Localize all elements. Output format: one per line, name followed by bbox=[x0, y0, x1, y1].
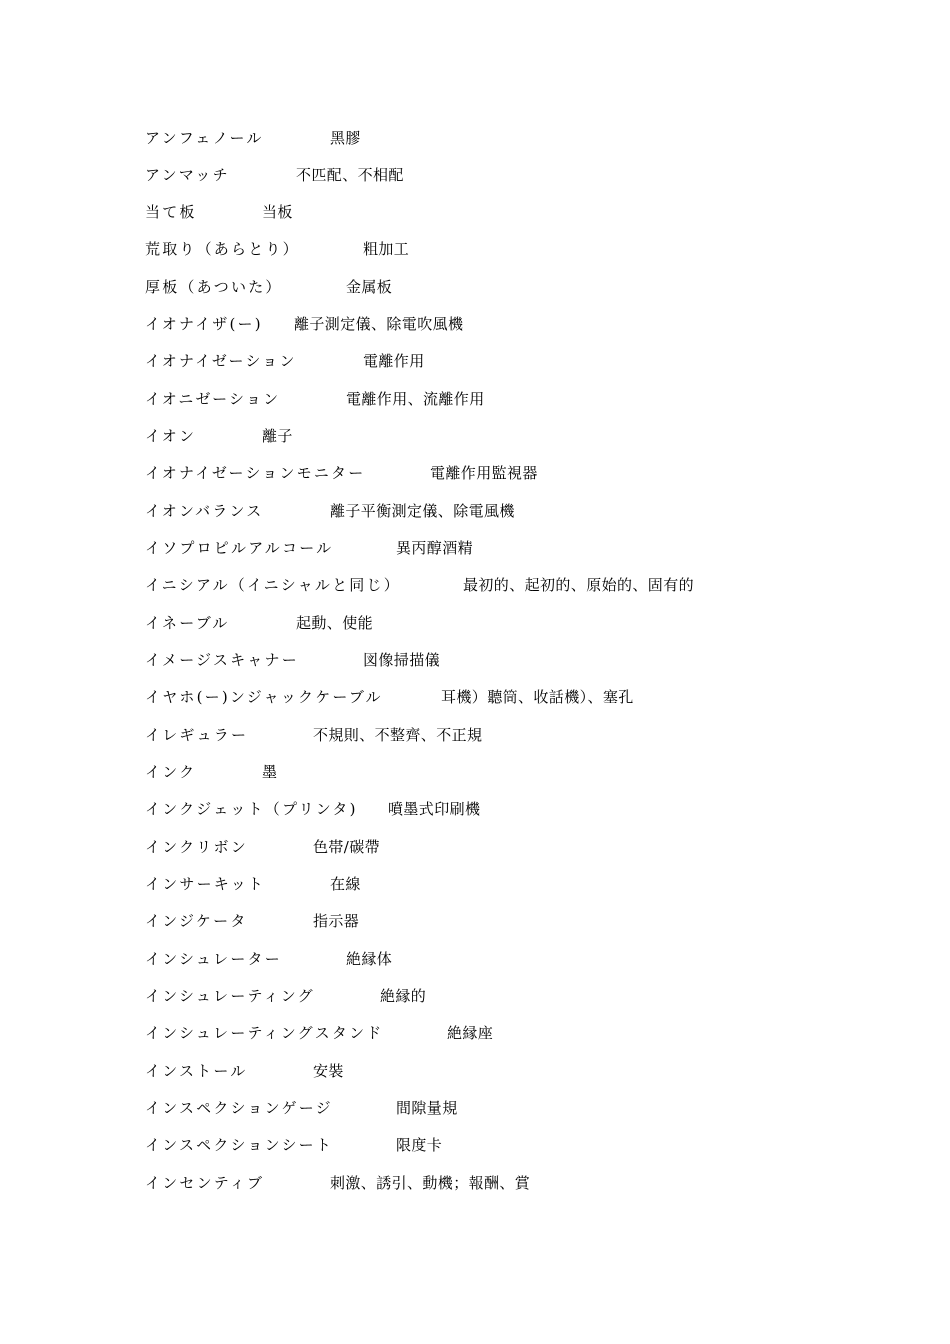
meaning: 安裝 bbox=[313, 1062, 344, 1080]
term: インシュレーティングスタンド bbox=[145, 1024, 384, 1042]
meaning: 絶縁的 bbox=[380, 987, 427, 1005]
meaning: 不規則、不整齊、不正規 bbox=[313, 726, 483, 744]
meaning: 刺激、誘引、動機；報酬、賞 bbox=[330, 1174, 531, 1192]
term: イオニゼーション bbox=[145, 390, 281, 408]
term: インクリボン bbox=[145, 838, 248, 856]
term: イオナイザ(ー) bbox=[145, 315, 263, 333]
term: イオナイゼーションモニター bbox=[145, 464, 366, 482]
meaning: 指示器 bbox=[313, 912, 360, 930]
term: イオン bbox=[145, 427, 197, 445]
meaning: 粗加工 bbox=[363, 240, 410, 258]
term: イソプロピルアルコール bbox=[145, 539, 334, 557]
meaning: 絶縁体 bbox=[346, 950, 393, 968]
term: インクジェット（プリンタ) bbox=[145, 800, 358, 818]
term: イニシアル（イニシャルと同じ） bbox=[145, 576, 401, 594]
term: イレギュラー bbox=[145, 726, 249, 744]
meaning: 絶縁座 bbox=[447, 1024, 494, 1042]
term: 厚板（あついた） bbox=[145, 278, 283, 296]
meaning: 噴墨式印刷機 bbox=[388, 800, 481, 818]
meaning: 当板 bbox=[262, 203, 293, 221]
meaning: 最初的、起初的、原始的、固有的 bbox=[463, 576, 695, 594]
meaning: 電離作用、流離作用 bbox=[346, 390, 485, 408]
meaning: 電離作用 bbox=[363, 352, 425, 370]
meaning: 離子 bbox=[262, 427, 293, 445]
term: インスペクションゲージ bbox=[145, 1099, 333, 1117]
meaning: 在線 bbox=[330, 875, 361, 893]
term: インジケータ bbox=[145, 912, 248, 930]
meaning: 耳機）聽筒、收話機）、塞孔 bbox=[441, 688, 634, 706]
term: インシュレーティング bbox=[145, 987, 315, 1005]
meaning: 異丙醇酒精 bbox=[396, 539, 474, 557]
term: インサーキット bbox=[145, 875, 266, 893]
meaning: 起動、使能 bbox=[296, 614, 374, 632]
meaning: 離子測定儀、除電吹風機 bbox=[294, 315, 464, 333]
term: イオンバランス bbox=[145, 502, 264, 520]
meaning: 色帯/碳帶 bbox=[313, 838, 381, 856]
meaning: 不匹配、不相配 bbox=[296, 166, 404, 184]
term: イメージスキャナー bbox=[145, 651, 299, 669]
term: 荒取り（あらとり） bbox=[145, 240, 300, 258]
meaning: 黑膠 bbox=[330, 129, 361, 147]
term: インセンティブ bbox=[145, 1174, 265, 1192]
term: インク bbox=[145, 763, 197, 781]
term: イオナイゼーション bbox=[145, 352, 297, 370]
term: インスペクションシート bbox=[145, 1136, 334, 1154]
term: インシュレーター bbox=[145, 950, 282, 968]
meaning: 金属板 bbox=[346, 278, 393, 296]
term: イネーブル bbox=[145, 614, 230, 632]
term: イヤホ(ー)ンジャックケーブル bbox=[145, 688, 383, 706]
meaning: 限度卡 bbox=[396, 1136, 443, 1154]
term: インストール bbox=[145, 1062, 248, 1080]
term: アンマッチ bbox=[145, 166, 230, 184]
meaning: 離子平衡測定儀、除電風機 bbox=[330, 502, 515, 520]
meaning: 電離作用監視器 bbox=[430, 464, 538, 482]
term: 当て板 bbox=[145, 203, 197, 221]
meaning: 間隙量規 bbox=[396, 1099, 458, 1117]
meaning: 図像掃描儀 bbox=[363, 651, 441, 669]
term: アンフェノール bbox=[145, 129, 264, 147]
meaning: 墨 bbox=[262, 763, 278, 781]
